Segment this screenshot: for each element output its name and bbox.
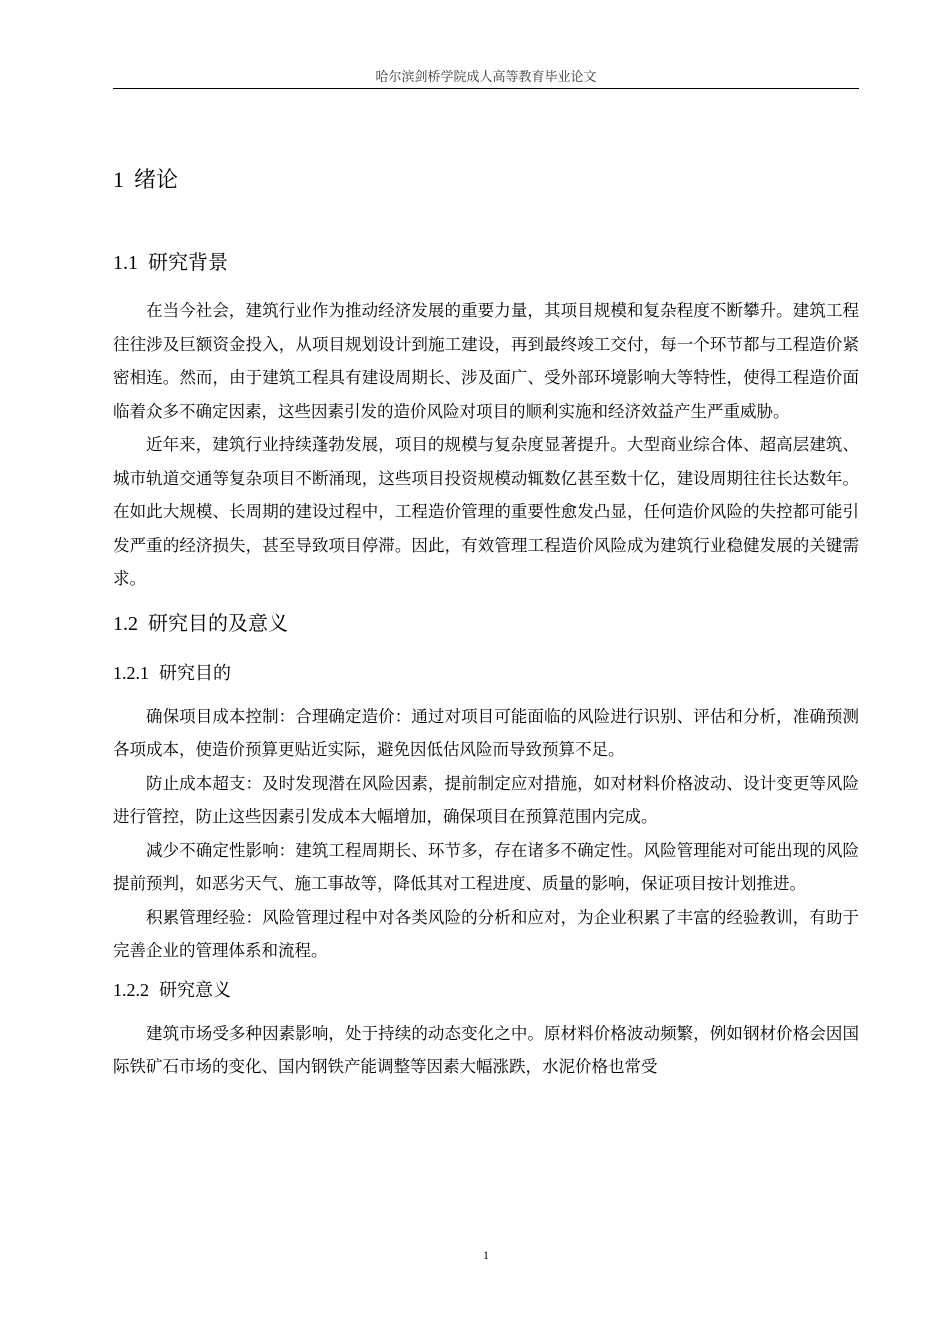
subsection-title: 研究目的 [159,662,231,684]
chapter-number: 1 [113,167,124,192]
header-rule [113,88,859,89]
page-number: 1 [483,1248,489,1262]
subsection-number: 1.2.2 [113,979,149,1000]
section-title: 研究目的及意义 [148,610,288,635]
subsection-heading-significance [113,968,859,1013]
paragraph: 近年来，建筑行业持续蓬勃发展，项目的规模与复杂度显著提升。大型商业综合体、超高层建筑、城市轨道交通等复杂项目不断涌现，这些项目投资规模动辄数亿甚至数十亿，建设周期往往长达数年。在如此大规模、长周期的建设过程中，工程造价管理的重要性愈发凸显，任何造价风险的失控都可能引发严重的经济损失，甚至导致项目停滞。因此，有效管理工程造价风险成为建筑行业稳健发展的关键需求。 [113,435,859,588]
chapter-title: 绪论 [134,168,179,193]
section-heading-background [113,235,859,290]
section-number: 1.2 [113,612,138,635]
paragraph: 防止成本超支：及时发现潜在风险因素，提前制定应对措施，如对材料价格波动、设计变更等风险进行管控，防止这些因素引发成本大幅增加，确保项目在预算范围内完成。 [113,773,859,826]
subsection-number: 1.2.1 [113,662,149,683]
paragraph: 减少不确定性影响：建筑工程周期长、环节多，存在诸多不确定性。风险管理能对可能出现的风险提前预判，如恶劣天气、施工事故等，降低其对工程进度、质量的影响，保证项目按计划推进。 [113,840,859,893]
paragraph: 积累管理经验：风险管理过程中对各类风险的分析和应对，为企业积累了丰富的经验教训，有助于完善企业的管理体系和流程。 [113,907,859,960]
chapter-heading [113,150,859,211]
section-heading-purpose-significance [113,596,859,651]
paragraph: 建筑市场受多种因素影响，处于持续的动态变化之中。原材料价格波动频繁，例如钢材价格会因国际铁矿石市场的变化、国内钢铁产能调整等因素大幅涨跌，水泥价格也常受 [113,1023,859,1076]
subsection-heading-purpose [113,651,859,696]
page-content [113,150,859,1084]
subsection-title: 研究意义 [159,979,231,1001]
paragraph: 确保项目成本控制：合理确定造价：通过对项目可能面临的风险进行识别、评估和分析，准确预测各项成本，使造价预算更贴近实际，避免因低估风险而导致预算不足。 [113,706,859,759]
section-title: 研究背景 [148,250,228,274]
running-header: 哈尔滨剑桥学院成人高等教育毕业论文 [375,70,597,85]
paragraph: 在当今社会，建筑行业作为推动经济发展的重要力量，其项目规模和复杂程度不断攀升。建筑工程往往涉及巨额资金投入，从项目规划设计到施工建设，再到最终竣工交付，每一个环节都与工程造价紧密相连。然而，由于建筑工程具有建设周期长、涉及面广、受外部环境影响大等特性，使得工程造价面临着众多不确定因素，这些因素引发的造价风险对项目的顺利实施和经济效益产生严重威胁。 [113,301,859,421]
section-number: 1.1 [113,252,138,274]
